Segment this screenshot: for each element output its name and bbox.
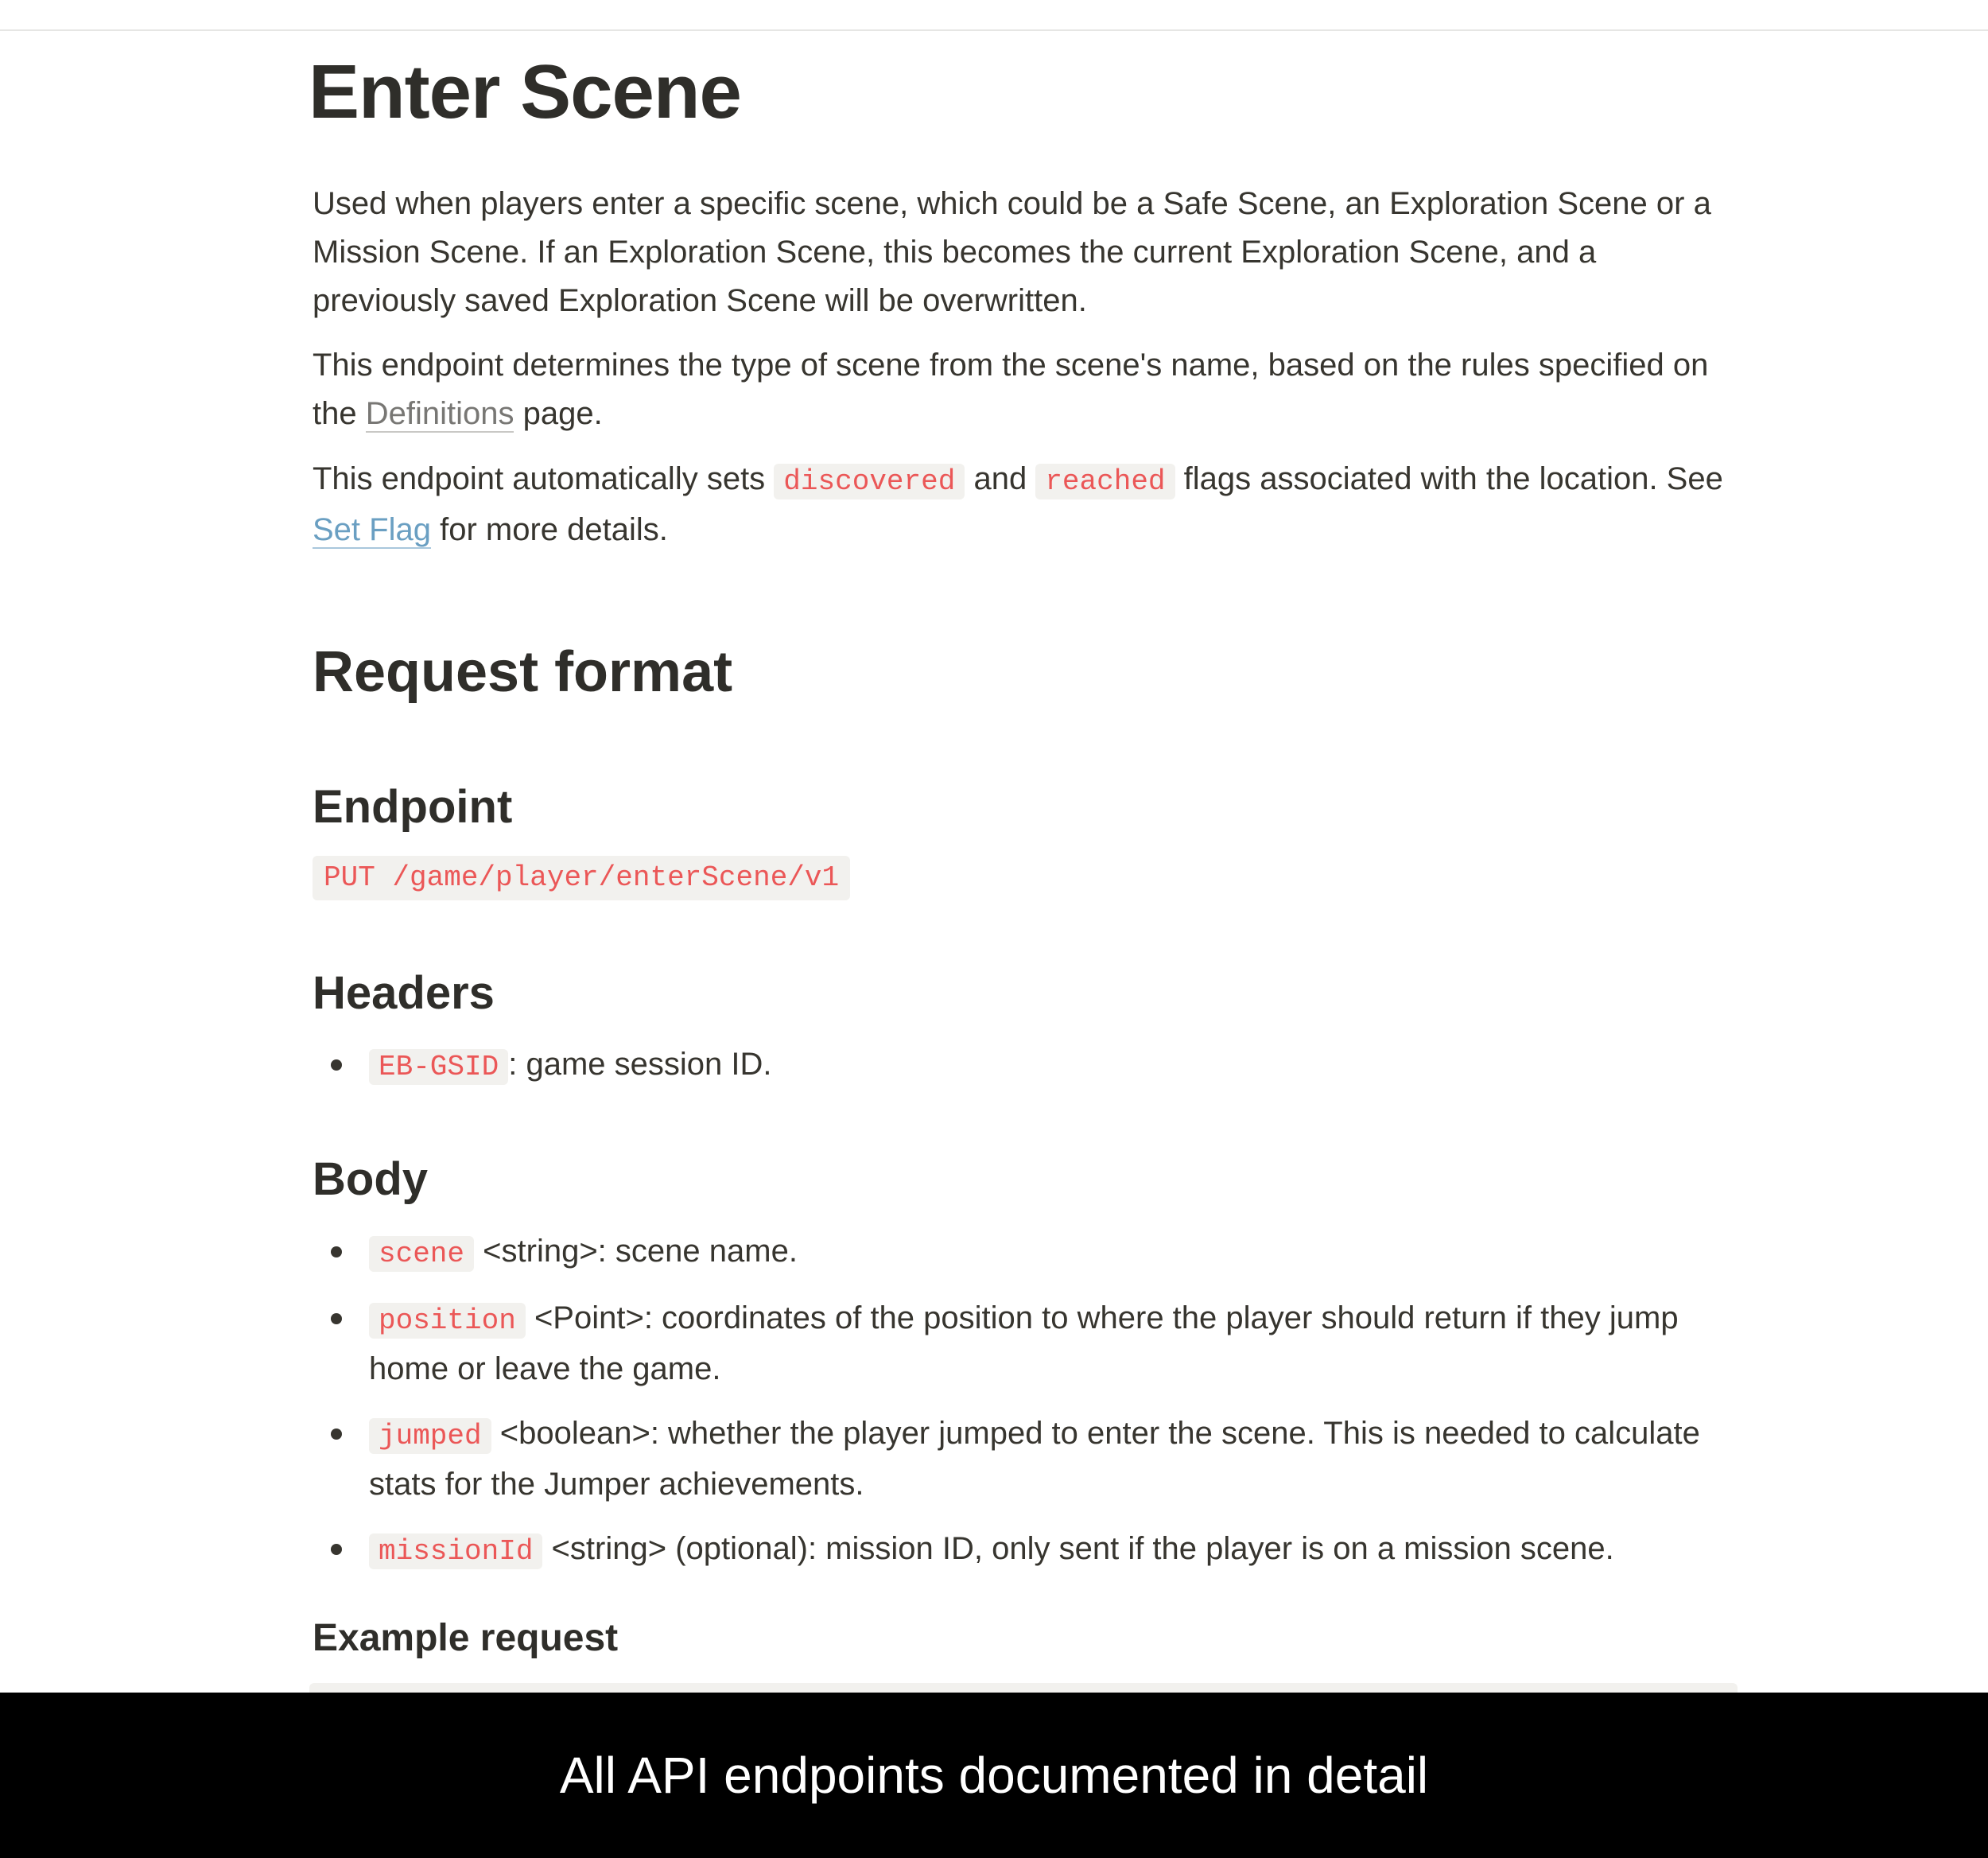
eb-gsid-code: EB-GSID bbox=[369, 1049, 508, 1085]
bullet-icon bbox=[331, 1313, 342, 1324]
caption-text: All API endpoints documented in detail bbox=[559, 1747, 1429, 1804]
definitions-text-after: page. bbox=[514, 396, 603, 431]
flags-text-after: flags associated with the location. See bbox=[1175, 461, 1723, 496]
bullet-icon bbox=[331, 1428, 342, 1440]
list-item bbox=[313, 1227, 1744, 1278]
list-item bbox=[313, 1409, 1744, 1509]
body-desc: <boolean>: whether the player jumped to enter the scene. This is needed to calculate stats for the Jumper achievements. bbox=[369, 1416, 1700, 1502]
mission-id-code: missionId bbox=[369, 1533, 542, 1569]
body-desc: <Point>: coordinates of the position to where the player should return if they jump home or leave the game. bbox=[369, 1300, 1679, 1386]
intro-paragraph: Used when players enter a specific scene, which could be a Safe Scene, an Exploration Scene or a Mission Scene. If an Exploration Scene, this becomes the current Exploration Scene, and a previously saved Exploration Scene will be overwritten. bbox=[313, 186, 1711, 318]
body-list bbox=[313, 1227, 1744, 1576]
flags-paragraph bbox=[313, 455, 1744, 554]
header-desc: : game session ID. bbox=[508, 1047, 772, 1082]
definitions-link[interactable]: Definitions bbox=[365, 396, 514, 431]
body-desc: <string> (optional): mission ID, only sent if the player is on a mission scene. bbox=[542, 1531, 1614, 1566]
list-item bbox=[313, 1040, 1744, 1091]
headers-heading: Headers bbox=[313, 967, 495, 1019]
reached-code: reached bbox=[1035, 464, 1175, 499]
page-title: Enter Scene bbox=[309, 49, 741, 134]
request-format-heading: Request format bbox=[313, 640, 733, 704]
bullet-icon bbox=[331, 1059, 342, 1071]
flags-text-before: This endpoint automatically sets bbox=[313, 461, 775, 496]
endpoint-code: PUT /game/player/enterScene/v1 bbox=[313, 856, 850, 900]
example-request-heading: Example request bbox=[313, 1617, 619, 1659]
example-code-block bbox=[309, 1683, 1738, 1693]
flags-text-end: for more details. bbox=[430, 512, 668, 547]
flags-text-mid: and bbox=[965, 461, 1036, 496]
list-item bbox=[313, 1525, 1744, 1576]
bullet-icon bbox=[331, 1246, 342, 1257]
definitions-paragraph bbox=[313, 341, 1744, 438]
top-divider bbox=[0, 29, 1988, 31]
endpoint-heading: Endpoint bbox=[313, 781, 513, 833]
body-desc: <string>: scene name. bbox=[474, 1234, 798, 1269]
set-flag-link[interactable]: Set Flag bbox=[313, 512, 431, 547]
scene-code: scene bbox=[369, 1236, 474, 1272]
jumped-code: jumped bbox=[369, 1418, 491, 1454]
caption-bar bbox=[0, 1693, 1988, 1858]
definitions-text-before: This endpoint determines the type of scene from the scene's name, based on the rules specified on the bbox=[313, 348, 1709, 431]
bullet-icon bbox=[331, 1544, 342, 1555]
discovered-code: discovered bbox=[774, 464, 965, 499]
body-heading: Body bbox=[313, 1153, 428, 1205]
headers-list bbox=[313, 1040, 1744, 1091]
list-item bbox=[313, 1294, 1744, 1394]
position-code: position bbox=[369, 1303, 526, 1339]
